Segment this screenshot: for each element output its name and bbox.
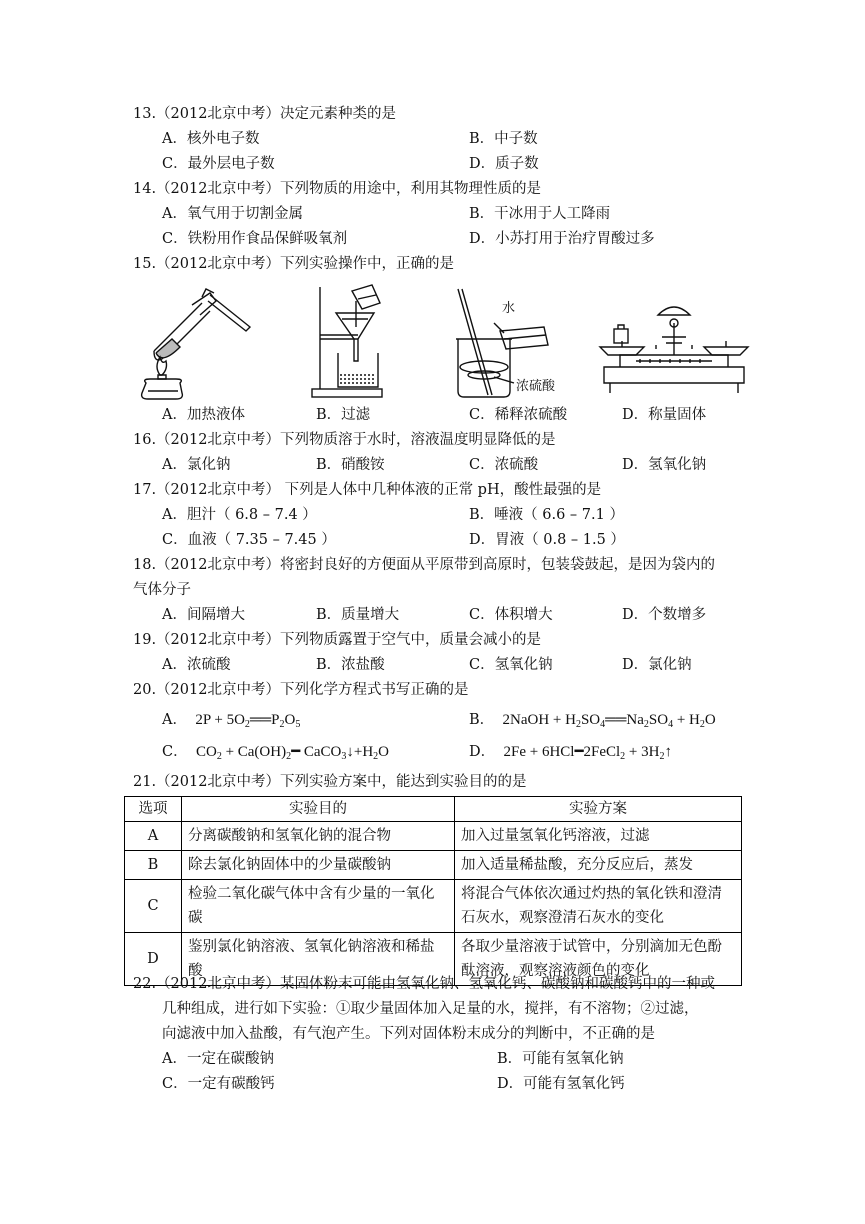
row-goal: 除去氯化钠固体中的少量碳酸钠 bbox=[182, 851, 455, 880]
q20-label-a: A． bbox=[162, 712, 187, 728]
row-plan: 将混合气体依次通过灼热的氧化铁和澄清石灰水，观察澄清石灰水的变化 bbox=[455, 880, 742, 933]
q22-stem-line1: 22.（2012北京中考）某固体粉末可能由氢氧化钠、氢氧化钙、碳酸钠和碳酸钙中的一种或 bbox=[133, 976, 715, 992]
q15-option-c: C．稀释浓硫酸 bbox=[469, 407, 568, 423]
q17-option-b: B．唾液（ 6.6 – 7.1 ） bbox=[469, 507, 624, 523]
q19-option-a: A．浓硫酸 bbox=[162, 657, 231, 673]
balance-figure bbox=[596, 283, 752, 401]
header-plan: 实验方案 bbox=[455, 797, 742, 822]
q20-option-a bbox=[162, 710, 300, 730]
table-header-row bbox=[125, 797, 742, 822]
q16-option-a: A．氯化钠 bbox=[162, 457, 231, 473]
q22-option-b: B．可能有氢氧化钠 bbox=[497, 1051, 624, 1067]
q16-option-c: C．浓硫酸 bbox=[469, 457, 539, 473]
q15-stem: 15.（2012北京中考）下列实验操作中，正确的是 bbox=[133, 256, 454, 272]
q20-label-b: B． bbox=[469, 712, 495, 728]
q18-option-d: D．个数增多 bbox=[622, 607, 707, 623]
q15-option-d: D．称量固体 bbox=[622, 407, 707, 423]
q19-option-c: C．氢氧化钠 bbox=[469, 657, 553, 673]
q13-option-d: D．质子数 bbox=[469, 156, 539, 172]
q18-stem-line2: 气体分子 bbox=[133, 582, 191, 598]
q22-option-a: A．一定在碳酸钠 bbox=[162, 1051, 274, 1067]
q14-option-c: C．铁粉用作食品保鲜吸氧剂 bbox=[162, 231, 348, 247]
row-key: D bbox=[125, 933, 182, 986]
q18-option-c: C．体积增大 bbox=[469, 607, 553, 623]
q20-option-b bbox=[469, 710, 716, 730]
row-goal: 鉴别氯化钠溶液、氢氧化钠溶液和稀盐酸 bbox=[182, 933, 455, 986]
filtration-figure bbox=[310, 283, 420, 401]
row-key: C bbox=[125, 880, 182, 933]
q17-option-a: A．胆汁（ 6.8 – 7.4 ） bbox=[162, 507, 317, 523]
experiment-table bbox=[124, 796, 742, 986]
q13-option-b: B．中子数 bbox=[469, 131, 538, 147]
header-option: 选项 bbox=[125, 797, 182, 822]
equation-c: $CO_2$ + $Ca(OH)_2━$ $CaCO_3↓+H_2O$ bbox=[192, 744, 390, 762]
q20-stem: 20.（2012北京中考）下列化学方程式书写正确的是 bbox=[133, 682, 469, 698]
equation-a: $2P + 5O_2══P_2O_5$ bbox=[191, 712, 301, 730]
q14-option-d: D．小苏打用于治疗胃酸过多 bbox=[469, 231, 655, 247]
row-plan: 各取少量溶液于试管中，分别滴加无色酚酞溶液，观察溶液颜色的变化 bbox=[455, 933, 742, 986]
q18-stem-line1: 18.（2012北京中考）将密封良好的方便面从平原带到高原时，包装袋鼓起，是因为袋内的 bbox=[133, 557, 715, 573]
q19-option-b: B．浓盐酸 bbox=[316, 657, 385, 673]
q18-option-a: A．间隔增大 bbox=[162, 607, 245, 623]
row-key: A bbox=[125, 822, 182, 851]
row-plan: 加入过量氢氧化钙溶液，过滤 bbox=[455, 822, 742, 851]
q14-option-b: B．干冰用于人工降雨 bbox=[469, 206, 611, 222]
header-goal: 实验目的 bbox=[182, 797, 455, 822]
q22-stem-line2: 几种组成，进行如下实验：①取少量固体加入足量的水，搅拌，有不溶物；②过滤， bbox=[162, 1001, 699, 1017]
q20-label-c: C． bbox=[162, 744, 188, 760]
acid-label: 浓硫酸 bbox=[516, 379, 556, 394]
row-plan: 加入适量稀盐酸，充分反应后，蒸发 bbox=[455, 851, 742, 880]
q21-stem: 21.（2012北京中考）下列实验方案中，能达到实验目的的是 bbox=[133, 774, 527, 790]
q15-option-a: A．加热液体 bbox=[162, 407, 245, 423]
q19-stem: 19.（2012北京中考）下列物质露置于空气中，质量会减小的是 bbox=[133, 632, 541, 648]
q15-option-b: B．过滤 bbox=[316, 407, 371, 423]
q13-stem: 13.（2012北京中考）决定元素种类的是 bbox=[133, 106, 396, 122]
q17-stem: 17.（2012北京中考） 下列是人体中几种体液的正常 pH，酸性最强的是 bbox=[133, 482, 602, 498]
q16-option-d: D．氢氧化钠 bbox=[622, 457, 707, 473]
q14-stem: 14.（2012北京中考）下列物质的用途中，利用其物理性质的是 bbox=[133, 181, 541, 197]
q13-option-c: C．最外层电子数 bbox=[162, 156, 275, 172]
q13-option-a: A．核外电子数 bbox=[162, 131, 260, 147]
q22-option-d: D．可能有氢氧化钙 bbox=[497, 1076, 625, 1092]
q16-stem: 16.（2012北京中考）下列物质溶于水时，溶液温度明显降低的是 bbox=[133, 432, 556, 448]
heating-liquid-figure bbox=[132, 283, 262, 401]
row-goal: 检验二氧化碳气体中含有少量的一氧化碳 bbox=[182, 880, 455, 933]
q15-figures bbox=[130, 283, 750, 403]
water-label: 水 bbox=[502, 301, 516, 316]
q20-label-d: D． bbox=[469, 744, 496, 760]
q16-option-b: B．硝酸铵 bbox=[316, 457, 385, 473]
equation-d: 2Fe + 6HCl━2FeCl$_2$ + $3H_2↑$ bbox=[499, 744, 672, 762]
q22-stem-line3: 向滤液中加入盐酸，有气泡产生。下列对固体粉末成分的判断中，不正确的是 bbox=[162, 1026, 655, 1042]
q20-option-c bbox=[162, 742, 389, 762]
row-goal: 分离碳酸钠和氢氧化钠的混合物 bbox=[182, 822, 455, 851]
q14-option-a: A．氧气用于切割金属 bbox=[162, 206, 303, 222]
row-key: B bbox=[125, 851, 182, 880]
table-row bbox=[125, 851, 742, 880]
q18-option-b: B．质量增大 bbox=[316, 607, 400, 623]
q22-option-c: C．一定有碳酸钙 bbox=[162, 1076, 275, 1092]
q17-option-d: D．胃液（ 0.8 – 1.5 ） bbox=[469, 532, 625, 548]
equation-b: 2NaOH + $H_2SO_4══Na_2SO_4 + H_2O$ bbox=[498, 712, 716, 730]
table-row bbox=[125, 822, 742, 851]
table-row bbox=[125, 880, 742, 933]
q20-option-d bbox=[469, 742, 672, 762]
q19-option-d: D．氯化钠 bbox=[622, 657, 692, 673]
q17-option-c: C．血液（ 7.35 – 7.45 ） bbox=[162, 532, 336, 548]
